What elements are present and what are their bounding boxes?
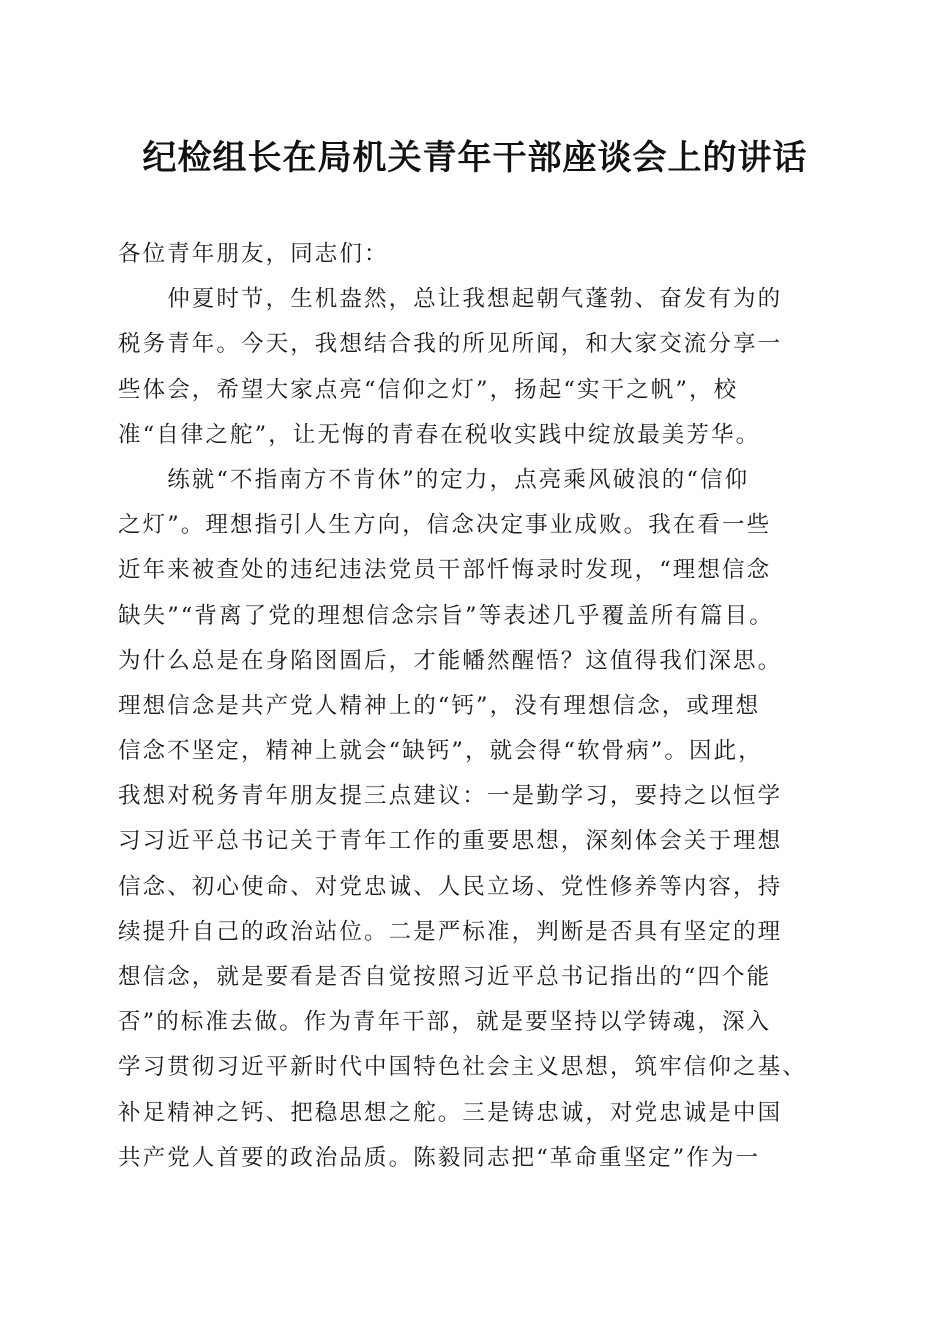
paragraph-line: 之灯”。理想指引人生方向，信念决定事业成败。我在看一些 <box>118 512 772 539</box>
paragraph-line: 想信念，就是要看是否自觉按照习近平总书记指出的“四个能 <box>118 964 772 990</box>
paragraph-line: 些体会，希望大家点亮“信仰之灯”，扬起“实干之帆”，校 <box>118 376 739 403</box>
paragraph-line: 准“自律之舵”，让无悔的青春在税收实践中绽放最美芳华。 <box>118 421 761 448</box>
paragraph-line: 共产党人首要的政治品质。陈毅同志把“革命重坚定”作为一 <box>118 1144 761 1171</box>
paragraph-line: 缺失”“背离了党的理想信念宗旨”等表述几乎覆盖所有篇目。 <box>118 602 774 629</box>
paragraph-line: 练就“不指南方不肯休”的定力，点亮乘风破浪的“信仰 <box>118 466 750 493</box>
document-body <box>118 232 838 1181</box>
paragraph-line: 近年来被查处的违纪违法党员干部忏悔录时发现，“理想信念 <box>118 557 772 584</box>
paragraph-line: 我想对税务青年朋友提三点建议：一是勤学习，要持之以恒学 <box>118 783 783 810</box>
paragraph-line: 补足精神之钙、把稳思想之舵。三是铸忠诚，对党忠诚是中国 <box>118 1099 783 1126</box>
paragraph-line: 为什么总是在身陷囹圄后，才能幡然醒悟？这值得我们深思。 <box>118 647 783 674</box>
paragraph-line: 习习近平总书记关于青年工作的重要思想，深刻体会关于理想 <box>118 828 783 855</box>
salutation-line: 各位青年朋友，同志们： <box>118 241 389 267</box>
paragraph-line: 税务青年。今天，我想结合我的所见所闻，和大家交流分享一 <box>118 331 783 358</box>
paragraph-line: 否”的标准去做。作为青年干部，就是要坚持以学铸魂，深入 <box>118 1009 772 1036</box>
paragraph-line: 学习贯彻习近平新时代中国特色社会主义思想，筑牢信仰之基、 <box>118 1054 807 1081</box>
paragraph-line: 续提升自己的政治站位。二是严标准，判断是否具有坚定的理 <box>118 918 783 945</box>
paragraph-line: 仲夏时节，生机盎然，总让我想起朝气蓬勃、奋发有为的 <box>118 286 783 313</box>
document-title: 纪检组长在局机关青年干部座谈会上的讲话 <box>142 138 808 178</box>
paragraph-line: 信念不坚定，精神上就会“缺钙”，就会得“软骨病”。因此， <box>118 738 763 765</box>
paragraph-line: 信念、初心使命、对党忠诚、人民立场、党性修养等内容，持 <box>118 873 783 900</box>
paragraph-line: 理想信念是共产党人精神上的“钙”，没有理想信念，或理想 <box>118 692 761 719</box>
